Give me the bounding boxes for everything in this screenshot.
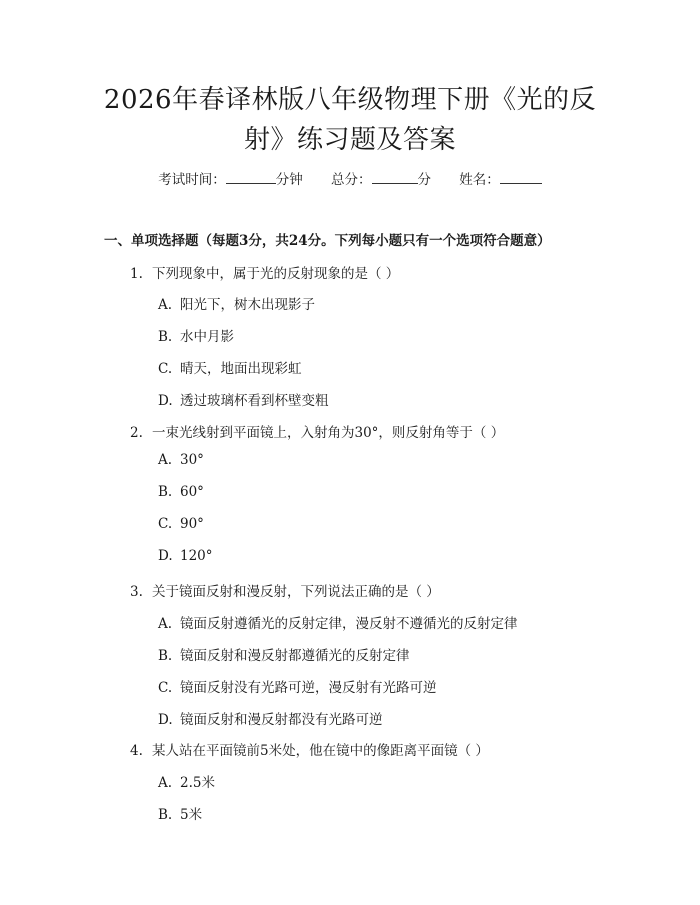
question-number: 2. xyxy=(130,425,143,441)
option-letter: D. xyxy=(158,712,173,728)
question-2-option-b xyxy=(158,484,204,500)
page-title xyxy=(60,80,640,160)
option-letter: A. xyxy=(158,297,173,313)
question-1-option-c xyxy=(158,357,302,377)
question-3-option-d xyxy=(158,708,383,728)
question-3-option-b xyxy=(158,644,410,664)
student-name-blank xyxy=(500,170,542,185)
question-3-option-c xyxy=(158,676,437,696)
total-score-unit: 分 xyxy=(417,172,431,188)
question-1 xyxy=(130,262,399,282)
total-score-blank xyxy=(372,170,418,185)
option-letter: B. xyxy=(158,648,173,664)
option-text: 120° xyxy=(180,548,213,564)
option-text: 阳光下，树木出现影子 xyxy=(180,297,315,313)
option-text: 2.5米 xyxy=(180,775,215,791)
option-text: 90° xyxy=(180,516,204,532)
option-text: 晴天，地面出现彩虹 xyxy=(180,361,302,377)
total-score-field xyxy=(331,172,435,188)
option-letter: C. xyxy=(158,516,173,532)
question-stem: 下列现象中，属于光的反射现象的是（ ） xyxy=(152,266,400,282)
title-line-2: 射》练习题及答案 xyxy=(243,125,456,155)
option-letter: B. xyxy=(158,807,173,823)
option-text: 镜面反射和漫反射都遵循光的反射定律 xyxy=(180,648,410,664)
option-letter: A. xyxy=(158,775,173,791)
student-name-label: 姓名： xyxy=(459,172,500,188)
option-letter: D. xyxy=(158,393,173,409)
exam-time-unit: 分钟 xyxy=(275,172,303,188)
option-letter: C. xyxy=(158,680,173,696)
question-number: 4. xyxy=(130,743,143,759)
question-4-option-b xyxy=(158,803,202,823)
question-number: 3. xyxy=(130,584,143,600)
section-heading: 一、单项选择题（每题3分，共24分。下列每小题只有一个选项符合题意） xyxy=(104,233,551,249)
option-letter: A. xyxy=(158,616,173,632)
question-2-option-c xyxy=(158,516,204,532)
question-3-option-a xyxy=(158,612,518,632)
question-1-option-b xyxy=(158,325,234,345)
option-text: 5米 xyxy=(180,807,203,823)
question-number: 1. xyxy=(130,266,143,282)
question-2-option-d xyxy=(158,548,213,564)
option-text: 镜面反射遵循光的反射定律，漫反射不遵循光的反射定律 xyxy=(180,616,518,632)
exam-time-field xyxy=(158,172,307,188)
question-4-option-a xyxy=(158,771,215,791)
question-1-option-a xyxy=(158,293,315,313)
title-line-1: 2026年春译林版八年级物理下册《光的反 xyxy=(103,85,597,115)
question-3 xyxy=(130,580,440,600)
option-letter: C. xyxy=(158,361,173,377)
option-letter: B. xyxy=(158,329,173,345)
question-1-option-d xyxy=(158,389,329,409)
question-stem: 一束光线射到平面镜上，入射角为30°，则反射角等于（ ） xyxy=(152,425,505,441)
option-text: 镜面反射没有光路可逆，漫反射有光路可逆 xyxy=(180,680,437,696)
student-name-field xyxy=(459,172,542,188)
option-text: 镜面反射和漫反射都没有光路可逆 xyxy=(180,712,383,728)
exam-time-label: 考试时间： xyxy=(158,172,226,188)
option-letter: B. xyxy=(158,484,173,500)
option-text: 60° xyxy=(180,484,204,500)
option-letter: A. xyxy=(158,452,173,468)
question-2-option-a xyxy=(158,452,204,468)
option-text: 30° xyxy=(180,452,204,468)
option-letter: D. xyxy=(158,548,173,564)
option-text: 水中月影 xyxy=(180,329,234,345)
exam-time-blank xyxy=(226,170,276,185)
question-4 xyxy=(130,739,489,759)
question-stem: 某人站在平面镜前5米处，他在镜中的像距离平面镜（ ） xyxy=(152,743,489,759)
question-stem: 关于镜面反射和漫反射，下列说法正确的是（ ） xyxy=(152,584,440,600)
total-score-label: 总分： xyxy=(331,172,372,188)
option-text: 透过玻璃杯看到杯壁变粗 xyxy=(180,393,329,409)
question-2 xyxy=(130,421,504,441)
exam-meta-line xyxy=(0,168,700,188)
